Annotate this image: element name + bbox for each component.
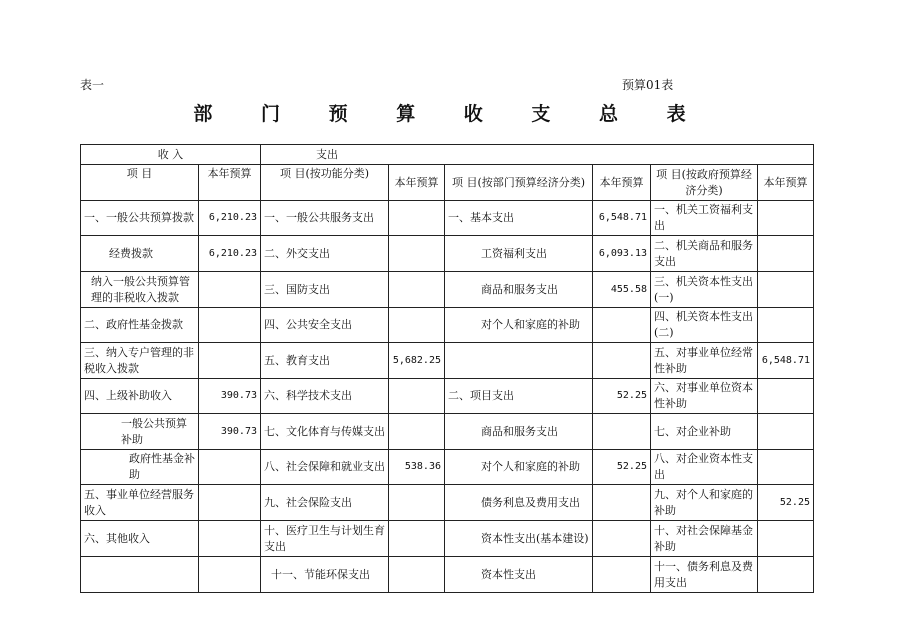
gov-amount bbox=[758, 414, 814, 450]
gov-item: 二、机关商品和服务支出 bbox=[651, 236, 758, 272]
econ-item bbox=[445, 343, 593, 379]
func-amount bbox=[389, 414, 445, 450]
gov-item: 九、对个人和家庭的补助 bbox=[651, 485, 758, 521]
income-item: 政府性基金补助 bbox=[81, 450, 199, 485]
table-row bbox=[81, 450, 814, 485]
func-item: 十一、节能环保支出 bbox=[261, 557, 389, 593]
income-item: 三、纳入专户管理的非税收入拨款 bbox=[81, 343, 199, 379]
gov-amount bbox=[758, 272, 814, 308]
gov-item: 十、对社会保障基金补助 bbox=[651, 521, 758, 557]
expense-group-header: 支出 bbox=[261, 145, 814, 165]
gov-amount: 6,548.71 bbox=[758, 343, 814, 379]
col-amount: 本年预算 bbox=[199, 165, 261, 201]
col-item: 项 目 bbox=[81, 165, 199, 201]
col-gov: 项 目(按政府预算经济分类) bbox=[651, 165, 758, 201]
func-item: 二、外交支出 bbox=[261, 236, 389, 272]
econ-item: 商品和服务支出 bbox=[445, 414, 593, 450]
page-title: 部 门 预 算 收 支 总 表 bbox=[193, 103, 707, 125]
econ-item: 商品和服务支出 bbox=[445, 272, 593, 308]
econ-item: 对个人和家庭的补助 bbox=[445, 308, 593, 343]
econ-item: 二、项目支出 bbox=[445, 379, 593, 414]
econ-amount bbox=[593, 343, 651, 379]
func-amount bbox=[389, 485, 445, 521]
col-func: 项 目(按功能分类) bbox=[261, 165, 389, 201]
gov-amount bbox=[758, 557, 814, 593]
income-item: 一般公共预算补助 bbox=[81, 414, 199, 450]
income-item: 经费拨款 bbox=[81, 236, 199, 272]
econ-amount: 52.25 bbox=[593, 450, 651, 485]
table-row bbox=[81, 272, 814, 308]
func-amount bbox=[389, 272, 445, 308]
income-amount: 6,210.23 bbox=[199, 236, 261, 272]
table-row bbox=[81, 414, 814, 450]
income-amount bbox=[199, 272, 261, 308]
econ-amount: 6,548.71 bbox=[593, 201, 651, 236]
gov-amount bbox=[758, 450, 814, 485]
econ-amount bbox=[593, 414, 651, 450]
income-item: 四、上级补助收入 bbox=[81, 379, 199, 414]
econ-item: 资本性支出 bbox=[445, 557, 593, 593]
func-item: 六、科学技术支出 bbox=[261, 379, 389, 414]
econ-item: 对个人和家庭的补助 bbox=[445, 450, 593, 485]
func-item: 五、教育支出 bbox=[261, 343, 389, 379]
econ-amount: 6,093.13 bbox=[593, 236, 651, 272]
col-amount-4: 本年预算 bbox=[758, 165, 814, 201]
gov-item: 三、机关资本性支出(一) bbox=[651, 272, 758, 308]
income-amount bbox=[199, 485, 261, 521]
func-item: 七、文化体育与传媒支出 bbox=[261, 414, 389, 450]
column-header-row bbox=[81, 165, 814, 201]
econ-item: 一、基本支出 bbox=[445, 201, 593, 236]
income-amount: 390.73 bbox=[199, 414, 261, 450]
func-amount: 538.36 bbox=[389, 450, 445, 485]
table-row bbox=[81, 485, 814, 521]
func-amount bbox=[389, 379, 445, 414]
gov-item: 五、对事业单位经常性补助 bbox=[651, 343, 758, 379]
table-number-label: 表一 bbox=[80, 78, 105, 92]
func-amount bbox=[389, 557, 445, 593]
form-code-label: 预算01表 bbox=[622, 78, 674, 92]
econ-amount bbox=[593, 308, 651, 343]
table-row bbox=[81, 557, 814, 593]
gov-item: 四、机关资本性支出(二) bbox=[651, 308, 758, 343]
income-amount bbox=[199, 521, 261, 557]
gov-amount bbox=[758, 521, 814, 557]
income-item: 纳入一般公共预算管理的非税收入拨款 bbox=[81, 272, 199, 308]
table-row bbox=[81, 236, 814, 272]
func-amount bbox=[389, 236, 445, 272]
econ-item: 工资福利支出 bbox=[445, 236, 593, 272]
table-row bbox=[81, 343, 814, 379]
gov-item: 十一、债务利息及费用支出 bbox=[651, 557, 758, 593]
econ-amount: 52.25 bbox=[593, 379, 651, 414]
group-header-row bbox=[81, 145, 814, 165]
income-amount bbox=[199, 450, 261, 485]
income-amount: 390.73 bbox=[199, 379, 261, 414]
table-row bbox=[81, 201, 814, 236]
func-item: 十、医疗卫生与计划生育支出 bbox=[261, 521, 389, 557]
gov-amount bbox=[758, 201, 814, 236]
gov-item: 六、对事业单位资本性补助 bbox=[651, 379, 758, 414]
col-amount-2: 本年预算 bbox=[389, 165, 445, 201]
income-amount bbox=[199, 343, 261, 379]
func-amount: 5,682.25 bbox=[389, 343, 445, 379]
econ-amount bbox=[593, 557, 651, 593]
econ-item: 资本性支出(基本建设) bbox=[445, 521, 593, 557]
func-item: 三、国防支出 bbox=[261, 272, 389, 308]
income-amount bbox=[199, 557, 261, 593]
gov-item: 一、机关工资福利支出 bbox=[651, 201, 758, 236]
econ-amount: 455.58 bbox=[593, 272, 651, 308]
gov-amount bbox=[758, 308, 814, 343]
econ-amount bbox=[593, 485, 651, 521]
income-item: 六、其他收入 bbox=[81, 521, 199, 557]
func-item: 九、社会保险支出 bbox=[261, 485, 389, 521]
budget-summary-table bbox=[80, 144, 814, 593]
func-amount bbox=[389, 521, 445, 557]
income-group-header: 收 入 bbox=[81, 145, 261, 165]
table-row bbox=[81, 521, 814, 557]
gov-amount bbox=[758, 236, 814, 272]
econ-amount bbox=[593, 521, 651, 557]
income-item: 五、事业单位经营服务收入 bbox=[81, 485, 199, 521]
gov-amount: 52.25 bbox=[758, 485, 814, 521]
income-amount bbox=[199, 308, 261, 343]
func-item: 一、一般公共服务支出 bbox=[261, 201, 389, 236]
gov-item: 七、对企业补助 bbox=[651, 414, 758, 450]
income-item bbox=[81, 557, 199, 593]
income-amount: 6,210.23 bbox=[199, 201, 261, 236]
gov-item: 八、对企业资本性支出 bbox=[651, 450, 758, 485]
func-item: 四、公共安全支出 bbox=[261, 308, 389, 343]
func-item: 八、社会保障和就业支出 bbox=[261, 450, 389, 485]
col-amount-3: 本年预算 bbox=[593, 165, 651, 201]
econ-item: 债务利息及费用支出 bbox=[445, 485, 593, 521]
table-row bbox=[81, 379, 814, 414]
gov-amount bbox=[758, 379, 814, 414]
col-econ: 项 目(按部门预算经济分类) bbox=[445, 165, 593, 201]
income-item: 一、一般公共预算拨款 bbox=[81, 201, 199, 236]
table-row bbox=[81, 308, 814, 343]
func-amount bbox=[389, 308, 445, 343]
func-amount bbox=[389, 201, 445, 236]
income-item: 二、政府性基金拨款 bbox=[81, 308, 199, 343]
